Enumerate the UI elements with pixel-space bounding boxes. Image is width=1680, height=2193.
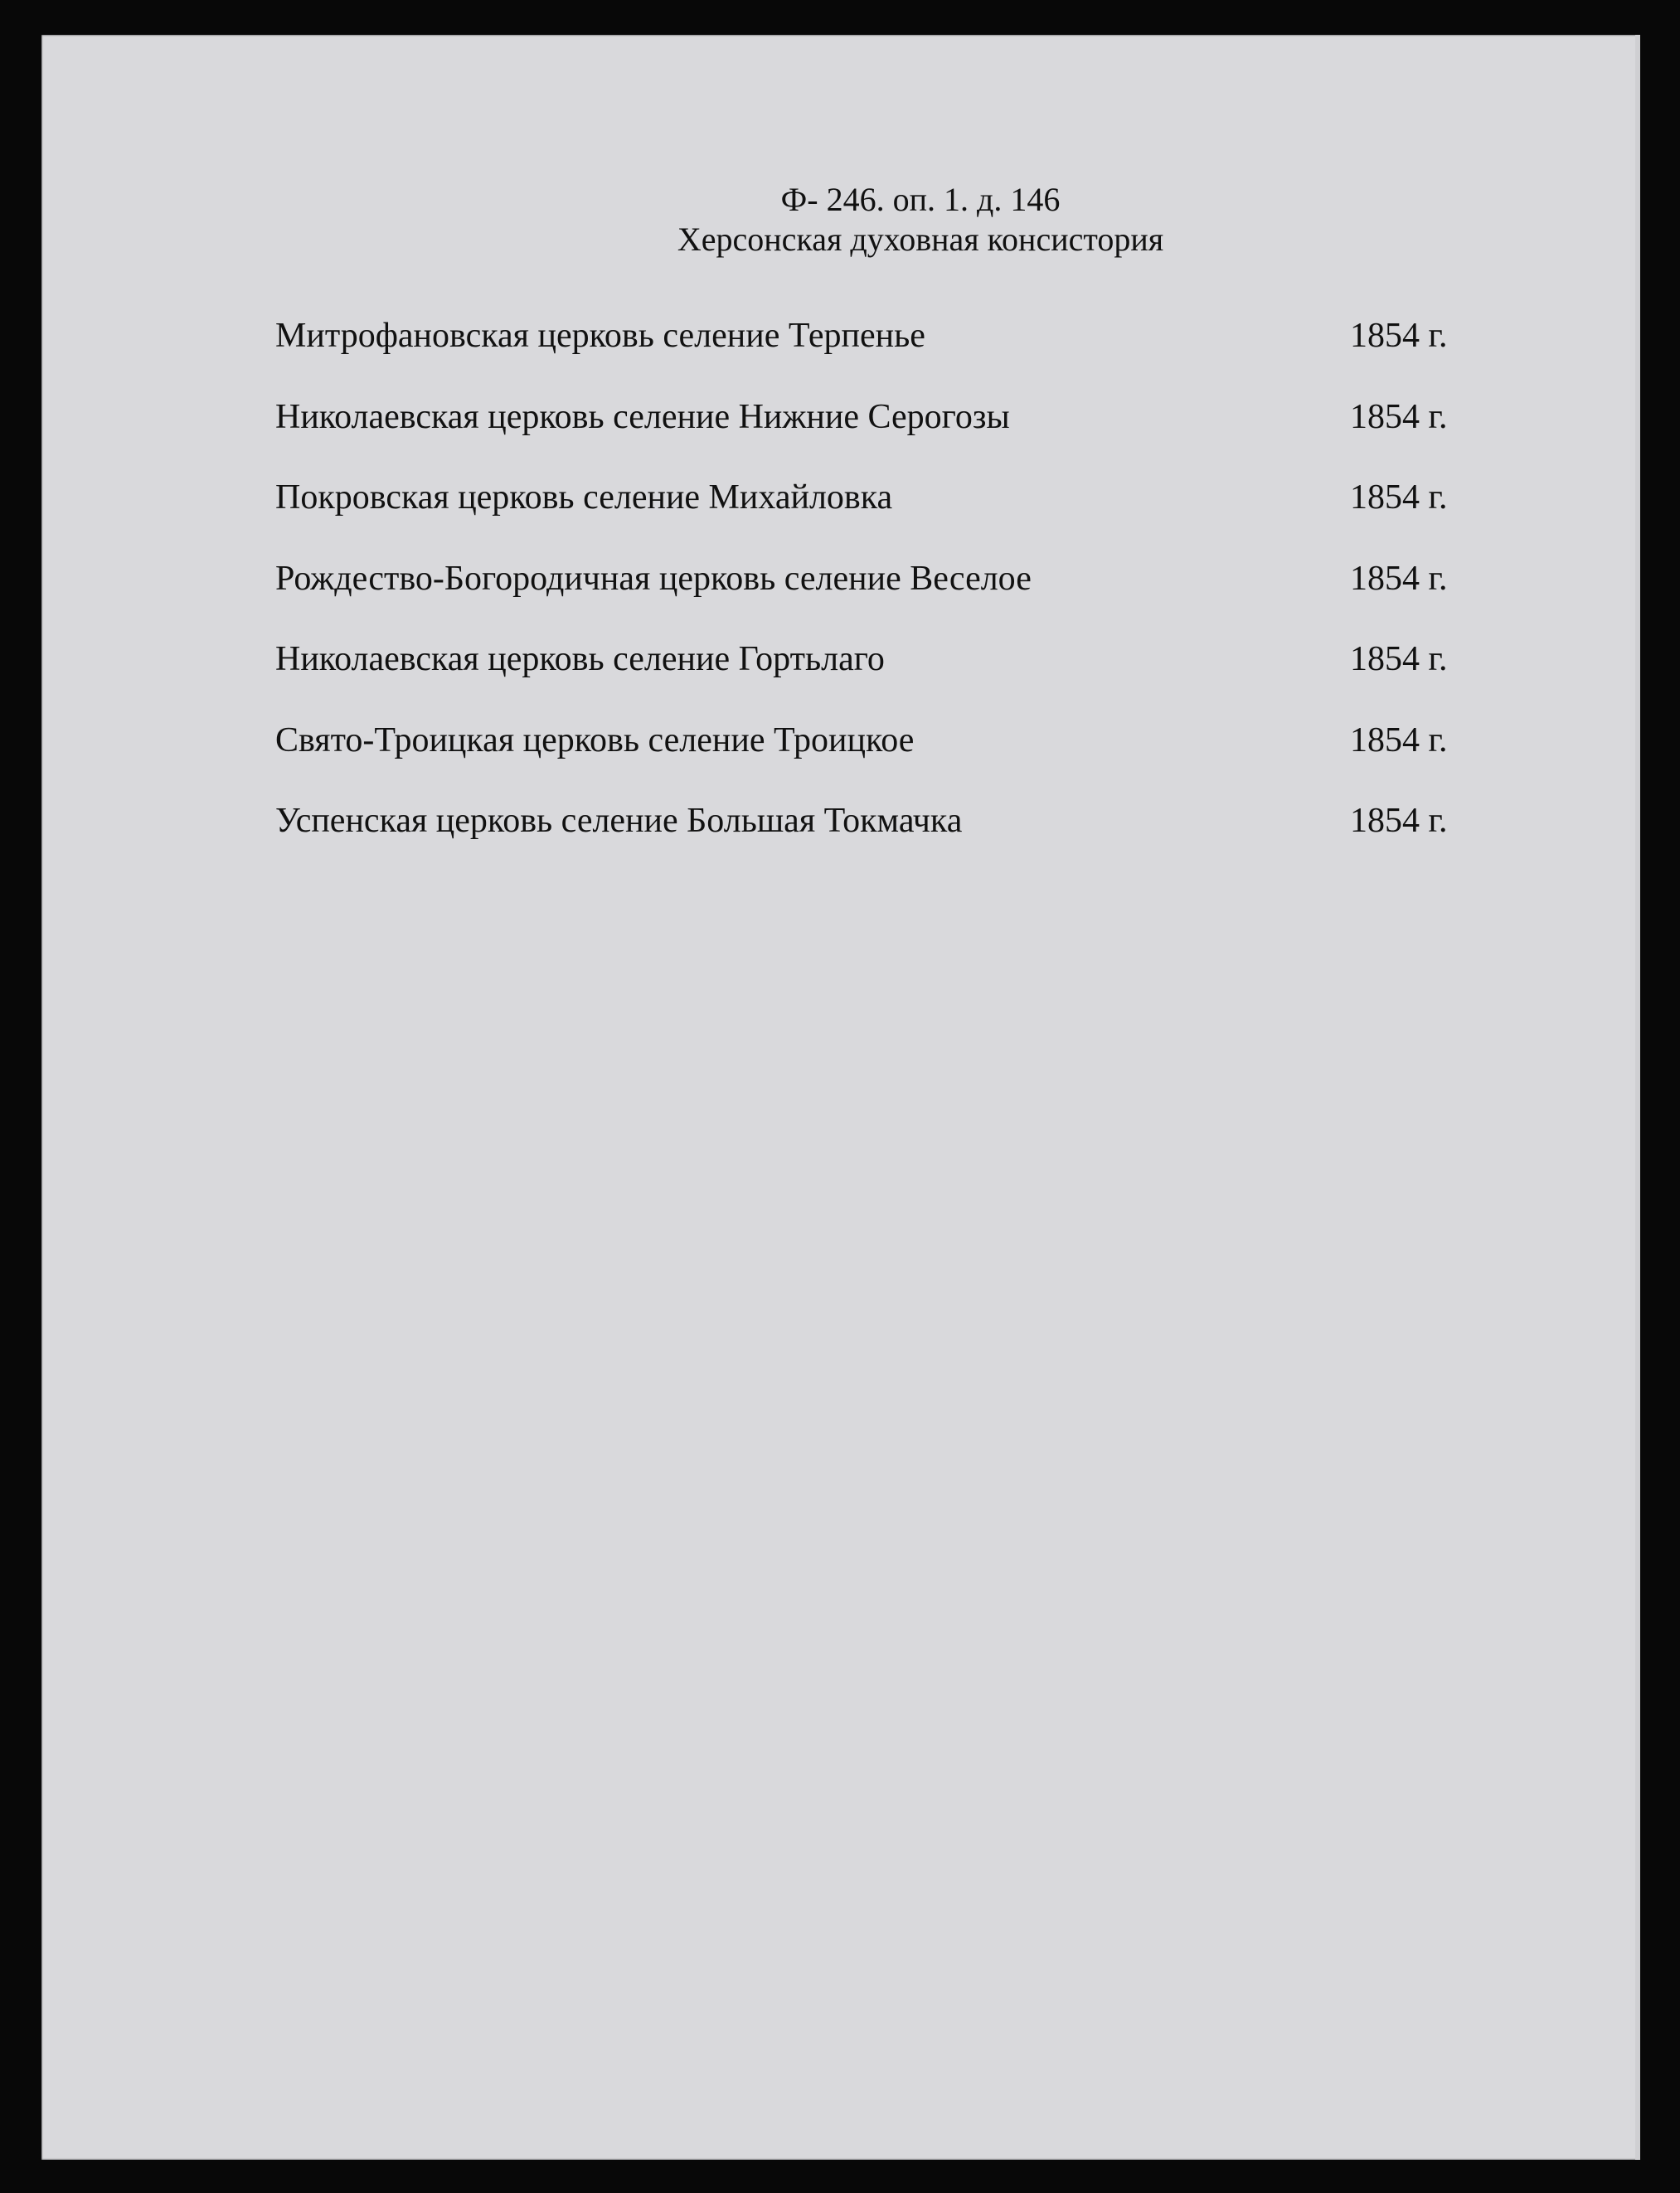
list-item bbox=[275, 713, 1486, 794]
file-reference: Ф- 246. оп. 1. д. 146 bbox=[780, 181, 1061, 218]
list-item bbox=[275, 470, 1486, 551]
entry-year: 1854 г. bbox=[1350, 640, 1448, 678]
list-item bbox=[275, 632, 1486, 713]
entry-year: 1854 г. bbox=[1350, 397, 1448, 436]
entry-list bbox=[275, 308, 1486, 875]
list-item bbox=[275, 793, 1486, 875]
church-name: Николаевская церковь селение Нижние Серогозы bbox=[275, 397, 1010, 436]
entry-year: 1854 г. bbox=[1350, 478, 1448, 517]
entry-year: 1854 г. bbox=[1350, 720, 1448, 759]
church-name: Рождество-Богородичная церковь селение Веселое bbox=[275, 559, 1032, 598]
church-name: Митрофановская церковь селение Терпенье bbox=[275, 317, 925, 355]
entry-year: 1854 г. bbox=[1350, 802, 1448, 840]
sheet-edge bbox=[1635, 35, 1640, 2160]
church-name: Свято-Троицкая церковь селение Троицкое bbox=[275, 720, 915, 759]
paper-sheet bbox=[41, 35, 1639, 2160]
entry-year: 1854 г. bbox=[1350, 317, 1448, 355]
church-name: Успенская церковь селение Большая Токмачка bbox=[275, 802, 963, 840]
entry-year: 1854 г. bbox=[1350, 559, 1448, 598]
church-name: Николаевская церковь селение Гортьлаго bbox=[275, 640, 885, 678]
list-item bbox=[275, 551, 1486, 633]
church-name: Покровская церковь селение Михайловка bbox=[275, 478, 893, 517]
list-item bbox=[275, 308, 1486, 390]
archive-name: Херсонская духовная консистория bbox=[677, 221, 1164, 258]
list-item bbox=[275, 390, 1486, 471]
